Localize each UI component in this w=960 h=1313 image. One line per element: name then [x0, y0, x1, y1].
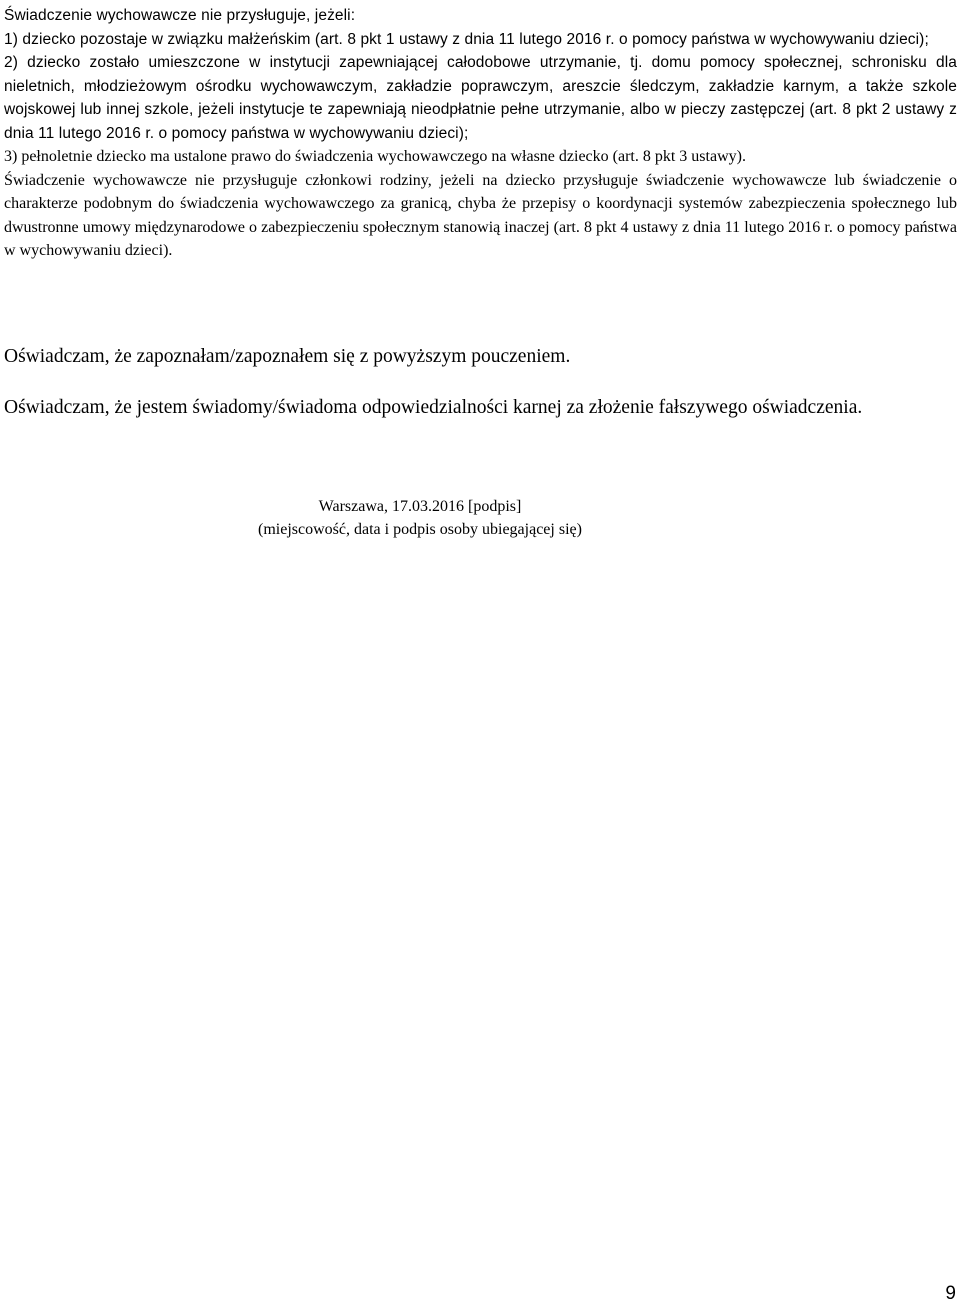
notice-section — [4, 4, 957, 263]
notice-intro: Świadczenie wychowawcze nie przysługuje, jeżeli: — [4, 7, 356, 24]
signature-block — [215, 495, 625, 541]
declaration-liability: Oświadczam, że jestem świadomy/świadoma odpowiedzialności karnej za złożenie fałszywego oświadczenia. — [4, 397, 863, 418]
notice-family-paragraph: Świadczenie wychowawcze nie przysługuje członkowi rodziny, jeżeli na dziecko przysługuje świadczenie wychowawcze lub świadczenie o charakterze podobnym do świadczenia wychowawczego za granicą, chyba że przepisy o koordynacji systemów zabezpieczenia społecznego lub dwustronne umowy międzynarodowe o zabezpieczeniu społecznym stanowią inaczej (art. 8 pkt 4 ustawy z dnia 11 lutego 2016 r. o pomocy państwa w wychowywaniu dzieci). — [4, 171, 957, 259]
page-number: 9 — [945, 1283, 956, 1304]
declaration-acknowledgement: Oświadczam, że zapoznałam/zapoznałem się z powyższym pouczeniem. — [4, 346, 571, 367]
signature-value: Warszawa, 17.03.2016 [podpis] — [318, 498, 522, 515]
notice-item-1: 1) dziecko pozostaje w związku małżeńskim (art. 8 pkt 1 ustawy z dnia 11 lutego 2016 r. o pomocy państwa w wychowywaniu dzieci); — [4, 30, 929, 48]
notice-item-2-text: 2) dziecko zostało umieszczone w instytucji zapewniającej całodobowe utrzymanie, tj. domu pomocy społecznej, schronisku dla nieletnich, młodzieżowym ośrodku wychowawczym, zakładzie poprawczym, areszcie śledczym, zakładzie karnym, a także szkole wojskowej lub innej szkole, jeżeli instytucje te zapewniają nieodpłatnie pełne utrzymanie, albo w pieczy zastępczej (art. 8 pkt 2 ustawy z dnia 11 lutego 2016 r. o pomocy państwa w wychowywaniu dzieci); — [4, 54, 957, 142]
notice-item-3: 3) pełnoletnie dziecko ma ustalone prawo do świadczenia wychowawczego na własne dziecko (art. 8 pkt 3 ustawy). — [4, 148, 746, 165]
notice-item-2 — [4, 51, 957, 145]
signature-caption: (miejscowość, data i podpis osoby ubiegającej się) — [258, 521, 582, 538]
